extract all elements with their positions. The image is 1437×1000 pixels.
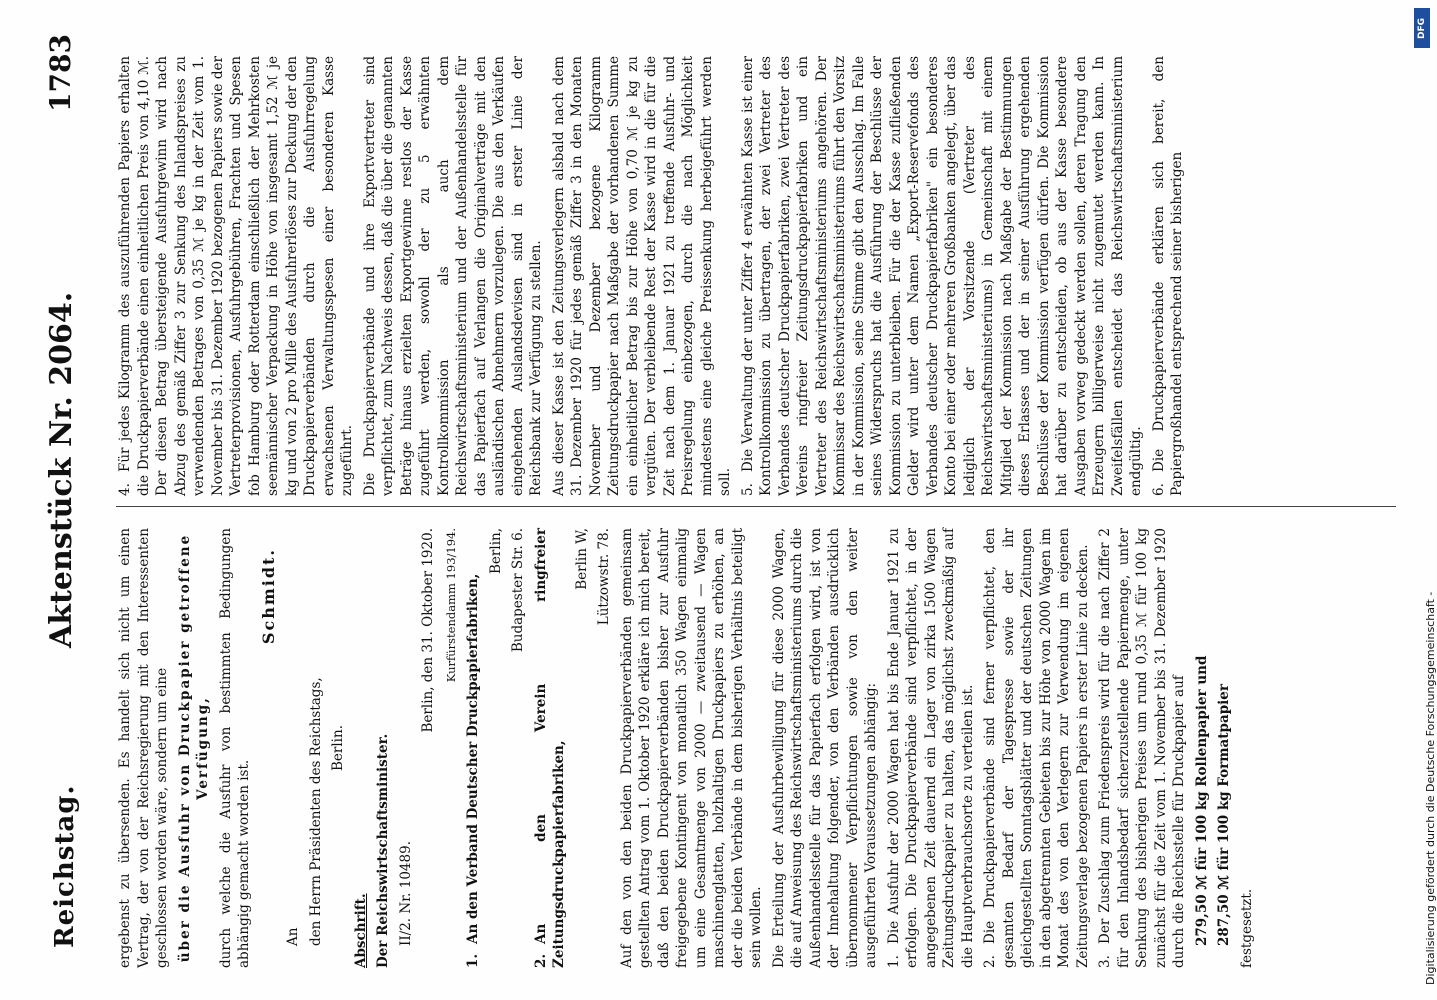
- list-item: [981, 528, 1092, 968]
- left-column: [116, 528, 1260, 968]
- list-item: [116, 56, 357, 496]
- list-number: 1.: [465, 953, 481, 968]
- recipient-name: An den Verein ringfreier Zeitungsdruckpapierfabriken,: [532, 528, 567, 968]
- list-text: Die Druckpapierverbände sind ferner verpflichtet, den gesamten Bedarf der Tagespresse sowie der ihr gleichgestellten Sonntagsblätter und der deutschen Zeitungen in den abgetrennten Gebieten bis zur Höhe von 2000 Wagen im Monat des von den Verlegern zur Verwendung im eigenen Zeitungsverlage bezogenen Papiers in erster Linie zu decken.: [982, 528, 1091, 968]
- list-item: [1150, 56, 1187, 496]
- rotated-document-sheet: [38, 28, 1408, 978]
- paragraph: Die Erteilung der Ausfuhrbewilligung für diese 2000 Wagen, die auf Anweisung des Reichswirtschaftsministeriums durch die Außenhandelsstelle für das Papierfach erfolgen wird, ist von der Innehaltung folgender, von den Verbänden ausdrücklich übernommener Verpflichtungen sowie von den weiter ausgeführten Voraussetzungen abhängig:: [770, 528, 879, 968]
- paragraph: Auf den von den beiden Druckpapierverbänden gemeinsam gestellten Antrag vom 1. Oktober 1920 erkläre ich mich bereit, daß den beiden Druckpapierverbänden bisher zur Ausfuhr freigegebene Kontingent von monatlich 350 Wagen einmalig um eine Gesamtmenge von 2000 — zweitausend — Wagen maschinenglatten, holzhaltigen Druckpapiers zu erhöhen, an der die beiden Verbände in dem bisherigen Verhältnis beteiligt sein wollen.: [618, 528, 764, 968]
- list-number: 6.: [1150, 483, 1167, 496]
- paragraph: ergebenst zu übersenden. Es handelt sich nicht um einen Vertrag, der von der Reichsregierung mit den Interessenten geschlossen worden wäre, sondern um eine: [117, 528, 170, 968]
- list-number: 3.: [1097, 955, 1113, 968]
- recipient-city: Berlin W,: [573, 528, 590, 590]
- paragraph: durch welche die Ausfuhr von bestimmten Bedingungen abhängig gemacht worden ist.: [217, 528, 252, 968]
- section-heading: Abschrift.: [352, 893, 369, 968]
- list-item: [739, 56, 1146, 496]
- paragraph-emphasis: über die Ausfuhr von Druckpapier getroffene Verfügung,: [176, 533, 211, 963]
- list-item: [885, 528, 978, 968]
- list-text: Die Verwaltung der unter Ziffer 4 erwähnten Kasse ist einer Kontrollkommission zu übertragen, der zwei Vertreter des Verbandes deutscher Druckpapierfabriken, zwei Vertreter des Vereins ringfreier Zeitungsdruckpapierfabriken und ein Vertreter des Reichswirtschaftsministeriums angehören. Der Kommissar des Reichswirtschaftsministeriums führt den Vorsitz in der Kommission, seine Stimme gibt den Ausschlag. Im Falle seines Widerspruchs hat die Ausführung der Beschlüsse der Kommission zu unterbleiben. Für die der Kasse zufließenden Gelder wird unter dem Namen „Export-Reservefonds des Verbandes deutscher Druckpapierfabriken" ein besonderes Konto bei einer oder mehreren Großbanken angelegt, über das lediglich der Vorsitzende (Vertreter des Reichswirtschaftsministeriums) in Gemeinschaft mit einem Mitglied der Kommission nach Maßgabe der Bestimmungen dieses Erlasses und der in seiner Ausführung ergehenden Beschlüsse der Kommission verfügen dürfen. Die Kommission hat darüber zu entscheiden, ob aus der Kasse besondere Ausgaben vorweg gedeckt werden sollen, deren Tragung den Erzeugern billigerweise nicht zugemutet werden kann. In Zweifelsfällen entscheidet das Reichswirtschaftsministerium endgültig.: [739, 56, 1144, 496]
- list-text: Für jedes Kilogramm des auszuführenden Papiers erhalten die Druckpapierverbände einen einheitlichen Preis von 4,10 ℳ. Der diesen Betrag übersteigende Ausfuhrgewinn wird nach Abzug des gemäß Ziffer 3 zur Senkung des Inlandspreises zu verwendenden Betrages von 0,35 ℳ je kg in der Zeit vom 1. November bis 31. Dezember 1920 bezogenen Papiers sowie der Vertreterprovisionen, Ausfuhrgebühren, Frachten und Spesen fob Hamburg oder Rotterdam einschließlich der Mehrkosten seemännischer Verpackung in Höhe von insgesamt 1,52 ℳ je kg und von 2 pro Mille des Ausfuhrerlöses zur Deckung der den Druckpapierverbänden durch die Ausfuhrregelung erwachsenen Verwaltungsspesen einer besonderen Kasse zugeführt.: [117, 56, 355, 496]
- address-line: Kurfürstendamm 193/194.: [443, 528, 458, 683]
- page-header: [38, 28, 98, 978]
- list-text: Die Druckpapierverbände erklären sich bereit, den Papiergroßhandel entsprechend seiner bisherigen: [1150, 56, 1185, 496]
- list-number: 1.: [885, 955, 902, 968]
- sender-line: Der Reichswirtschaftsminister.: [375, 733, 391, 968]
- recipient-street: Budapester Str. 6.: [510, 528, 526, 653]
- date-line: Berlin, den 31. Oktober 1920.: [420, 528, 436, 733]
- paragraph: Die Druckpapierverbände und ihre Exportvertreter sind verpflichtet, zum Nachweis dessen, daß die über die genannten Beträge hinaus erzielten Exportgewinne restlos der Kasse zugeführt werden, sowohl der zu 5 erwähnten Kontrollkommission als auch dem Reichswirtschaftsministerium und der Außenhandelsstelle für das Papierfach auf Verlangen die Originalverträge mit den ausländischen Abnehmern vorzulegen. Die aus den Verkäufen eingehenden Auslandsdevisen sind in erster Linie der Reichsbank zur Verfügung zu stellen.: [361, 56, 544, 496]
- list-text: Die Ausfuhr der 2000 Wagen hat bis Ende Januar 1921 zu erfolgen. Die Druckpapierverbände sind verpflichtet, in der angegebenen Zeit dauernd ein Lager von zirka 1500 Wagen Zeitungsdruckpapier zu halten, das möglichst zweckmäßig auf die Hauptverbrauchsorte zu verteilen ist.: [885, 528, 976, 968]
- digitization-credit: Digitalisierung gefördert durch die Deutsche Forschungsgemeinschaft -: [1424, 591, 1437, 985]
- paragraph: festgesetzt.: [1238, 888, 1255, 968]
- list-number: 2.: [532, 953, 549, 968]
- column-divider: [116, 506, 1396, 507]
- price-line: 279,50 ℳ für 100 kg Rollenpapier und: [1193, 655, 1210, 946]
- recipient-line: [532, 528, 569, 968]
- address-line: den Herrn Präsidenten des Reichstags,: [307, 677, 324, 946]
- list-item: [1096, 528, 1189, 968]
- list-number: 2.: [982, 955, 998, 968]
- paragraph: Aus dieser Kasse ist den Zeitungsverlegern alsbald nach dem 31. Dezember 1920 für jedes gemäß Ziffer 3 in den Monaten November und Dezember bezogene Kilogramm Zeitungsdruckpapier nach Maßgabe der vorhandenen Summe ein einheitlicher Betrag bis zur Höhe von 0,70 ℳ je kg zu vergüten. Der verbleibende Rest der Kasse wird in die für die Zeit nach dem 1. Januar 1921 zu treffende Ausfuhr- und Preisregelung einbezogen, durch die nach Möglichkeit mindestens eine gleiche Preissenkung herbeigeführt werden soll.: [550, 56, 733, 496]
- right-column: [116, 56, 1191, 496]
- header-document-number: Aktenstück Nr. 2064.: [44, 291, 79, 648]
- recipient-name: An den Verband Deutscher Druckpapierfabriken,: [465, 573, 481, 944]
- recipient-street: Lützowstr. 78.: [596, 528, 612, 626]
- recipient-city: Berlin,: [487, 528, 504, 574]
- recipient-line: [464, 528, 483, 968]
- page-number: 1783: [44, 34, 77, 112]
- reference-line: II/2. Nr. 10489.: [397, 841, 414, 946]
- address-line: Berlin.: [330, 725, 346, 771]
- list-number: 4.: [117, 483, 133, 496]
- address-line: An: [285, 927, 301, 946]
- list-number: 5.: [739, 483, 756, 496]
- signature: Schmidt.: [258, 548, 278, 645]
- header-left-title: Reichstag.: [50, 784, 80, 948]
- price-line: 287,50 ℳ für 100 kg Formatpapier: [1216, 684, 1232, 946]
- dfg-logo: DFG: [1414, 8, 1430, 48]
- list-text: Der Zuschlag zum Friedenspreis wird für die nach Ziffer 2 für den Inlandsbedarf sicherzustellende Papiermenge, unter Senkung des bisherigen Preises um rund 0,35 ℳ für 100 kg zunächst für die Zeit vom 1. November bis 31. Dezember 1920 durch die Reichsstelle für Druckpapier auf: [1097, 528, 1187, 968]
